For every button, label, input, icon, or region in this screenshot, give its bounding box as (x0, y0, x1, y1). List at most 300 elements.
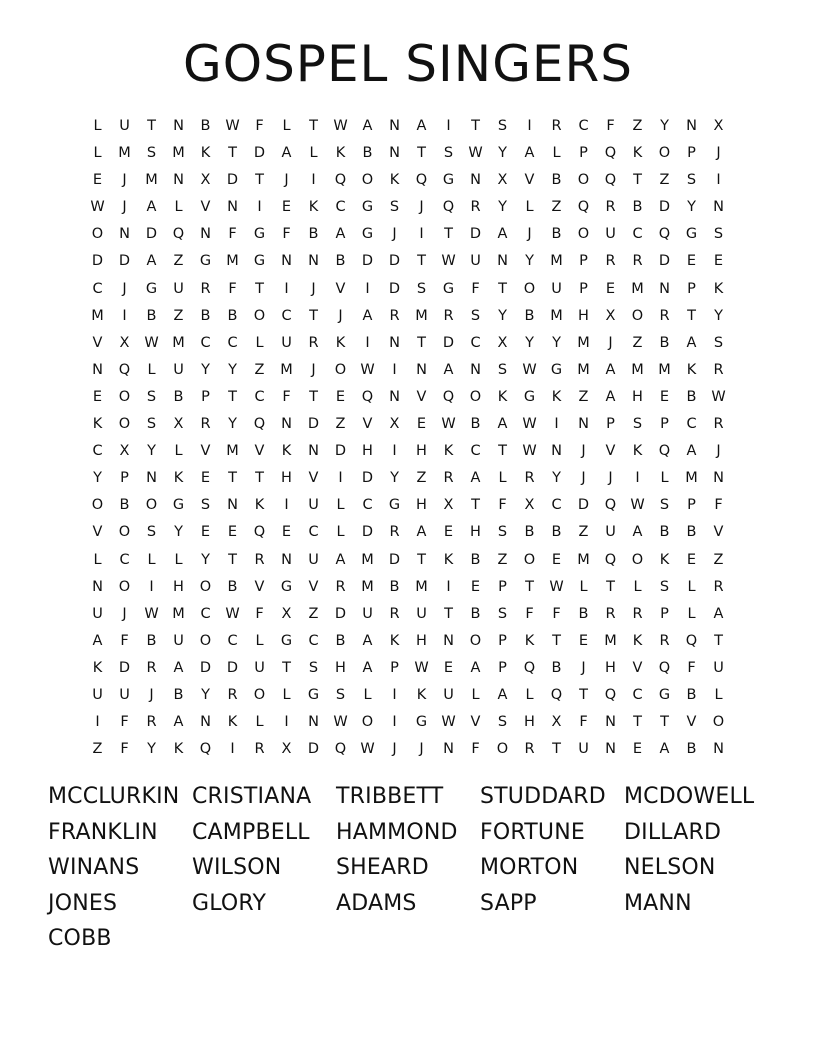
grid-letter: R (146, 714, 157, 731)
grid-letter: U (119, 686, 130, 703)
grid-letter: Q (334, 172, 347, 189)
grid-letter: Y (201, 361, 210, 378)
grid-letter: V (470, 714, 481, 731)
grid-letter: F (120, 632, 129, 649)
grid-letter: S (659, 578, 670, 595)
grid-letter: E (92, 388, 103, 405)
grid-letter: V (713, 524, 724, 541)
word-bank-item: FORTUNE (480, 819, 585, 845)
grid-letter: H (524, 714, 535, 731)
grid-letter: O (469, 388, 482, 405)
grid-letter: J (338, 307, 343, 324)
grid-letter: Z (632, 118, 643, 134)
word-bank (48, 779, 768, 957)
grid-letter: T (471, 118, 480, 134)
grid-letter: L (498, 470, 507, 487)
grid-letter: P (498, 632, 507, 649)
grid-letter: I (392, 361, 397, 378)
grid-letter: N (713, 199, 724, 216)
grid-letter: N (92, 578, 103, 595)
grid-letter: W (441, 253, 456, 270)
grid-letter: F (687, 659, 696, 676)
grid-letter: U (173, 280, 184, 297)
grid-letter: B (362, 145, 373, 162)
grid-letter: S (713, 226, 724, 243)
grid-letter: H (578, 307, 589, 324)
grid-letter: W (441, 714, 456, 731)
grid-letter: Q (415, 172, 428, 189)
grid-letter: S (146, 145, 157, 162)
grid-letter: M (118, 145, 131, 162)
grid-letter: I (446, 118, 451, 134)
grid-letter: M (145, 172, 158, 189)
grid-letter: V (308, 578, 319, 595)
grid-letter: Z (578, 524, 589, 541)
grid-letter: X (119, 443, 130, 460)
word-bank-item: MORTON (480, 855, 579, 881)
grid-letter: O (334, 361, 347, 378)
grid-letter: A (497, 686, 508, 703)
grid-letter: U (92, 605, 103, 622)
grid-letter: W (522, 361, 537, 378)
grid-letter: N (389, 334, 400, 351)
grid-letter: B (686, 524, 697, 541)
grid-letter: C (308, 524, 319, 541)
grid-letter: K (659, 551, 670, 568)
grid-letter: O (577, 172, 590, 189)
grid-letter: T (309, 118, 318, 134)
grid-letter: O (361, 172, 374, 189)
grid-letter: Q (604, 172, 617, 189)
grid-letter: J (122, 199, 127, 216)
grid-letter: R (605, 253, 616, 270)
grid-letter: O (199, 632, 212, 649)
grid-letter: N (281, 416, 292, 433)
grid-letter: T (552, 741, 561, 758)
grid-letter: W (225, 605, 240, 622)
grid-letter: I (230, 741, 235, 758)
grid-letter: I (284, 497, 289, 514)
grid-letter: X (443, 497, 454, 514)
grid-letter: Y (228, 416, 237, 433)
grid-letter: G (145, 280, 158, 297)
grid-row (84, 465, 732, 492)
grid-letter: W (360, 741, 375, 758)
grid-letter: Z (173, 253, 184, 270)
grid-letter: I (392, 714, 397, 731)
grid-letter: B (551, 226, 562, 243)
grid-letter: I (446, 578, 451, 595)
grid-letter: N (389, 145, 400, 162)
grid-letter: Z (551, 199, 562, 216)
grid-letter: P (498, 659, 507, 676)
grid-letter: N (119, 226, 130, 243)
grid-letter: E (713, 253, 724, 270)
grid-letter: Q (334, 741, 347, 758)
grid-letter: Y (390, 470, 399, 487)
grid-letter: N (92, 361, 103, 378)
grid-letter: X (281, 605, 292, 622)
grid-letter: Z (632, 334, 643, 351)
grid-letter: E (281, 199, 292, 216)
grid-letter: D (442, 334, 455, 351)
grid-letter: H (416, 497, 427, 514)
grid-letter: A (686, 443, 697, 460)
grid-letter: R (605, 605, 616, 622)
grid-letter: A (416, 118, 427, 134)
grid-letter: G (415, 714, 428, 731)
grid-letter: O (361, 714, 374, 731)
grid-letter: M (172, 334, 185, 351)
grid-row (84, 384, 732, 411)
grid-letter: E (578, 632, 589, 649)
grid-letter: Q (604, 145, 617, 162)
grid-letter: Y (147, 741, 156, 758)
grid-letter: T (417, 253, 426, 270)
grid-letter: X (173, 416, 184, 433)
grid-letter: D (658, 199, 671, 216)
grid-letter: Q (658, 443, 671, 460)
grid-letter: H (416, 443, 427, 460)
grid-letter: W (333, 714, 348, 731)
grid-row (84, 628, 732, 655)
grid-letter: W (441, 416, 456, 433)
grid-letter: Q (253, 416, 266, 433)
grid-letter: P (579, 280, 588, 297)
grid-letter: Y (201, 551, 210, 568)
grid-row (84, 547, 732, 574)
grid-letter: C (92, 443, 103, 460)
grid-letter: Q (172, 226, 185, 243)
grid-letter: K (497, 388, 508, 405)
grid-letter: M (91, 307, 104, 324)
grid-letter: O (523, 551, 536, 568)
grid-letter: U (281, 334, 292, 351)
grid-letter: C (632, 226, 643, 243)
grid-letter: W (414, 659, 429, 676)
grid-letter: N (146, 470, 157, 487)
grid-letter: O (199, 578, 212, 595)
grid-letter: L (282, 686, 291, 703)
grid-letter: D (334, 605, 347, 622)
grid-letter: A (173, 659, 184, 676)
grid-letter: G (442, 172, 455, 189)
grid-letter: Y (147, 443, 156, 460)
grid-letter: R (659, 307, 670, 324)
grid-letter: B (335, 632, 346, 649)
grid-letter: N (308, 443, 319, 460)
grid-letter: V (605, 443, 616, 460)
grid-letter: R (524, 741, 535, 758)
grid-letter: K (713, 280, 724, 297)
grid-letter: V (335, 280, 346, 297)
grid-letter: G (253, 253, 266, 270)
grid-letter: Y (525, 334, 534, 351)
grid-letter: R (389, 307, 400, 324)
grid-letter: N (389, 118, 400, 134)
grid-letter: W (630, 497, 645, 514)
grid-letter: S (497, 605, 508, 622)
grid-letter: Q (604, 686, 617, 703)
grid-letter: J (581, 470, 586, 487)
grid-letter: K (443, 443, 454, 460)
grid-letter: S (497, 714, 508, 731)
grid-letter: C (200, 334, 211, 351)
grid-letter: U (308, 497, 319, 514)
grid-letter: B (524, 307, 535, 324)
grid-letter: Q (361, 388, 374, 405)
grid-letter: U (713, 659, 724, 676)
grid-letter: B (308, 226, 319, 243)
grid-row (84, 682, 732, 709)
grid-letter: R (605, 199, 616, 216)
grid-letter: J (581, 443, 586, 460)
grid-letter: T (228, 145, 237, 162)
grid-letter: S (308, 659, 319, 676)
grid-letter: M (631, 361, 644, 378)
grid-letter: F (255, 118, 264, 134)
grid-letter: D (226, 659, 239, 676)
grid-letter: C (632, 686, 643, 703)
grid-letter: T (498, 280, 507, 297)
grid-letter: O (118, 416, 131, 433)
grid-letter: W (522, 416, 537, 433)
grid-letter: G (361, 226, 374, 243)
grid-letter: M (577, 361, 590, 378)
grid-letter: E (470, 578, 481, 595)
grid-letter: O (253, 307, 266, 324)
grid-letter: Z (659, 172, 670, 189)
grid-letter: R (524, 470, 535, 487)
grid-letter: T (444, 226, 453, 243)
grid-letter: P (579, 253, 588, 270)
grid-letter: T (633, 714, 642, 731)
grid-letter: R (713, 361, 724, 378)
grid-letter: G (307, 686, 320, 703)
grid-letter: Z (416, 470, 427, 487)
grid-letter: B (686, 388, 697, 405)
grid-letter: T (687, 307, 696, 324)
word-bank-item: SHEARD (336, 855, 429, 881)
grid-letter: C (362, 497, 373, 514)
grid-letter: Q (199, 741, 212, 758)
grid-row (84, 601, 732, 628)
grid-letter: A (146, 199, 157, 216)
grid-letter: K (308, 199, 319, 216)
grid-letter: I (284, 714, 289, 731)
grid-letter: B (551, 659, 562, 676)
grid-letter: I (392, 443, 397, 460)
grid-letter: F (714, 497, 723, 514)
grid-letter: C (308, 632, 319, 649)
grid-letter: H (335, 659, 346, 676)
grid-letter: S (416, 280, 427, 297)
grid-letter: W (144, 334, 159, 351)
grid-letter: F (498, 497, 507, 514)
grid-row (84, 519, 732, 546)
word-bank-item: JONES (48, 890, 118, 916)
grid-letter: U (551, 280, 562, 297)
grid-letter: D (361, 253, 374, 270)
grid-letter: K (443, 551, 454, 568)
grid-letter: B (389, 578, 400, 595)
grid-letter: Y (552, 470, 561, 487)
grid-letter: C (470, 334, 481, 351)
grid-letter: I (635, 470, 640, 487)
grid-letter: I (365, 334, 370, 351)
grid-letter: K (173, 470, 184, 487)
grid-letter: I (419, 226, 424, 243)
grid-letter: K (632, 145, 643, 162)
grid-letter: B (470, 605, 481, 622)
grid-letter: E (200, 470, 211, 487)
grid-letter: F (228, 280, 237, 297)
grid-letter: D (307, 416, 320, 433)
grid-letter: E (686, 253, 697, 270)
grid-letter: B (200, 307, 211, 324)
grid-row (84, 194, 732, 221)
grid-letter: D (361, 524, 374, 541)
grid-letter: N (200, 714, 211, 731)
word-bank-item: MCDOWELL (624, 784, 755, 809)
grid-letter: S (146, 416, 157, 433)
grid-letter: T (228, 470, 237, 487)
grid-letter: N (659, 280, 670, 297)
grid-letter: N (281, 253, 292, 270)
grid-letter: A (416, 524, 427, 541)
grid-letter: R (659, 632, 670, 649)
grid-letter: M (550, 307, 563, 324)
word-bank-item: WILSON (192, 855, 282, 881)
grid-letter: F (471, 741, 480, 758)
grid-letter: O (712, 714, 725, 731)
grid-letter: M (415, 578, 428, 595)
grid-row (84, 140, 732, 167)
grid-letter: E (659, 388, 670, 405)
grid-letter: J (392, 741, 397, 758)
grid-letter: B (659, 524, 670, 541)
word-bank-item: ADAMS (336, 890, 417, 916)
grid-letter: D (145, 226, 158, 243)
grid-letter: M (415, 307, 428, 324)
grid-letter: T (498, 443, 507, 460)
grid-letter: D (118, 659, 131, 676)
grid-letter: D (577, 497, 590, 514)
grid-row (84, 736, 732, 763)
grid-letter: J (419, 199, 424, 216)
grid-letter: J (311, 361, 316, 378)
letter-grid (84, 113, 732, 763)
grid-letter: V (254, 443, 265, 460)
grid-letter: T (147, 118, 156, 134)
grid-letter: G (550, 361, 563, 378)
grid-letter: J (149, 686, 154, 703)
grid-letter: T (444, 605, 453, 622)
grid-letter: D (226, 172, 239, 189)
grid-letter: E (335, 388, 346, 405)
grid-letter: D (334, 443, 347, 460)
grid-letter: G (685, 226, 698, 243)
grid-letter: L (93, 551, 102, 568)
grid-row (84, 303, 732, 330)
grid-letter: S (497, 118, 508, 134)
grid-letter: Q (253, 524, 266, 541)
grid-letter: K (281, 443, 292, 460)
grid-letter: L (255, 334, 264, 351)
grid-letter: X (551, 714, 562, 731)
grid-letter: N (389, 388, 400, 405)
grid-letter: Y (228, 361, 237, 378)
grid-letter: U (605, 226, 616, 243)
grid-letter: U (578, 741, 589, 758)
grid-letter: O (91, 497, 104, 514)
grid-letter: R (443, 307, 454, 324)
grid-letter: W (333, 118, 348, 134)
grid-letter: O (253, 686, 266, 703)
grid-letter: P (660, 416, 669, 433)
grid-letter: Y (498, 307, 507, 324)
grid-letter: C (335, 199, 346, 216)
grid-letter: R (443, 470, 454, 487)
grid-letter: S (686, 172, 697, 189)
grid-letter: Z (308, 605, 319, 622)
grid-letter: Z (713, 551, 724, 568)
grid-letter: T (309, 307, 318, 324)
grid-letter: U (443, 686, 454, 703)
grid-letter: E (551, 551, 562, 568)
grid-letter: N (470, 361, 481, 378)
grid-letter: X (200, 172, 211, 189)
grid-letter: Q (658, 659, 671, 676)
grid-letter: C (470, 443, 481, 460)
grid-letter: Y (660, 118, 669, 134)
grid-letter: S (497, 524, 508, 541)
grid-letter: Z (497, 551, 508, 568)
grid-letter: Q (604, 497, 617, 514)
grid-letter: K (335, 145, 346, 162)
grid-letter: T (525, 578, 534, 595)
grid-letter: Z (173, 307, 184, 324)
grid-letter: R (632, 253, 643, 270)
grid-letter: B (173, 686, 184, 703)
grid-letter: T (660, 714, 669, 731)
grid-letter: P (687, 280, 696, 297)
grid-letter: M (631, 280, 644, 297)
grid-letter: T (471, 497, 480, 514)
grid-row (84, 276, 732, 303)
grid-letter: J (311, 280, 316, 297)
grid-letter: R (146, 659, 157, 676)
grid-letter: K (92, 659, 103, 676)
grid-letter: J (122, 605, 127, 622)
grid-letter: L (93, 145, 102, 162)
grid-letter: M (577, 551, 590, 568)
grid-letter: S (389, 199, 400, 216)
grid-letter: C (227, 334, 238, 351)
grid-letter: S (470, 307, 481, 324)
grid-letter: B (632, 199, 643, 216)
grid-letter: B (470, 551, 481, 568)
grid-letter: Q (685, 632, 698, 649)
grid-letter: A (605, 361, 616, 378)
grid-letter: I (257, 199, 262, 216)
grid-row (84, 221, 732, 248)
grid-letter: A (281, 145, 292, 162)
grid-letter: K (254, 497, 265, 514)
grid-row (84, 248, 732, 275)
grid-letter: T (255, 470, 264, 487)
grid-letter: O (118, 388, 131, 405)
